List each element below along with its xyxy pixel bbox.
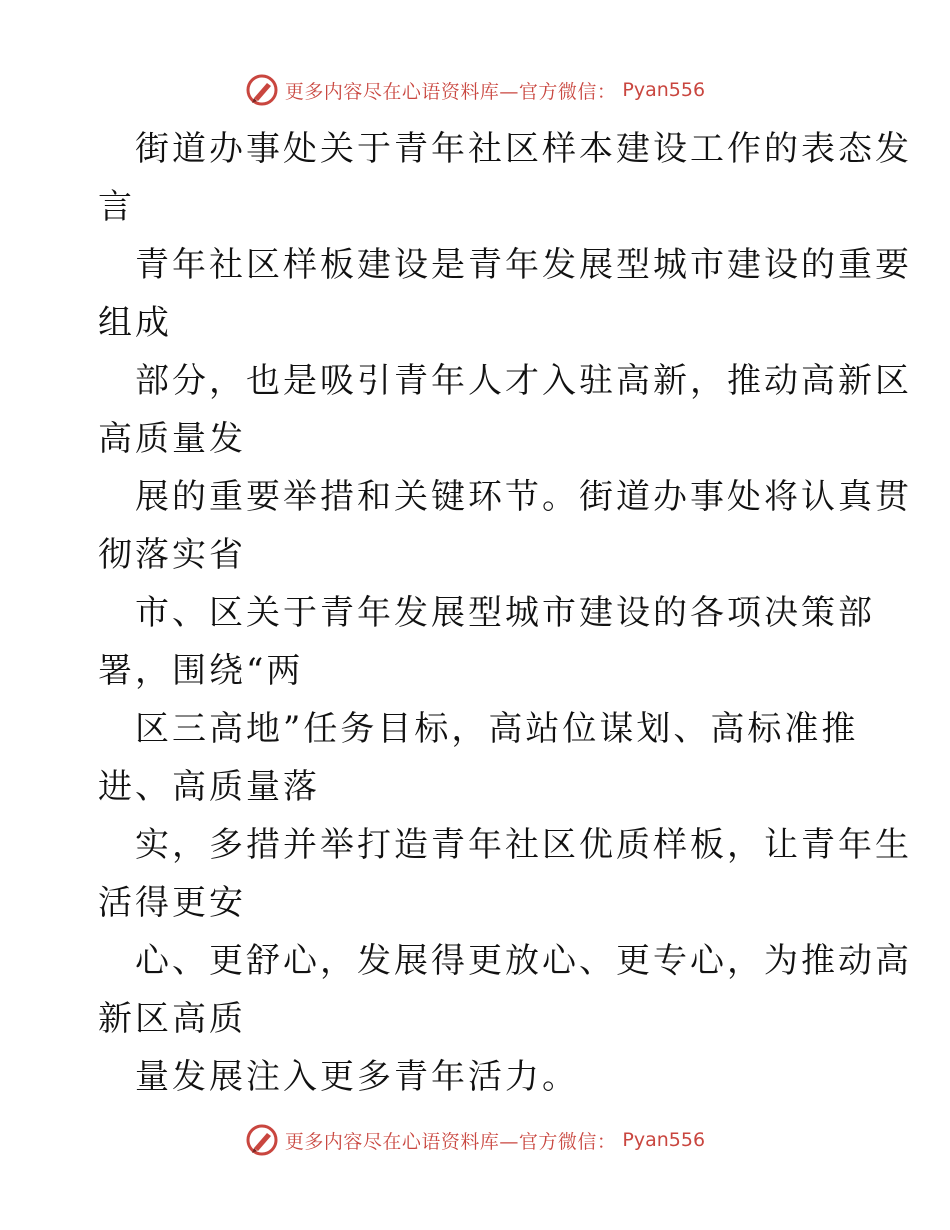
document-body xyxy=(98,120,912,1106)
paragraph-line: 部分，也是吸引青年人才入驻高新，推动高新区 xyxy=(135,361,912,401)
paragraph-1 xyxy=(98,120,912,236)
pen-logo-icon xyxy=(245,1123,279,1157)
header-watermark xyxy=(0,70,950,110)
paragraph-line: 实，多措并举打造青年社区优质样板，让青年生 xyxy=(135,825,912,865)
paragraph-line-wrap: 言 xyxy=(98,187,135,227)
paragraph-line-wrap: 新区高质 xyxy=(98,999,246,1039)
paragraph-line-wrap: 彻落实省 xyxy=(98,535,246,575)
pen-logo-icon xyxy=(245,73,279,107)
paragraph-line: 心、更舒心，发展得更放心、更专心，为推动高 xyxy=(135,941,912,981)
paragraph-line-wrap: 署，围绕“两 xyxy=(98,651,304,691)
paragraph-2 xyxy=(98,236,912,352)
paragraph-3 xyxy=(98,352,912,468)
paragraph-4 xyxy=(98,468,912,584)
paragraph-8 xyxy=(98,932,912,1048)
paragraph-line: 市、区关于青年发展型城市建设的各项决策部 xyxy=(135,593,875,633)
paragraph-line: 青年社区样板建设是青年发展型城市建设的重要 xyxy=(135,245,912,285)
paragraph-9 xyxy=(98,1048,858,1106)
paragraph-line-wrap: 活得更安 xyxy=(98,883,246,923)
paragraph-line: 量发展注入更多青年活力。 xyxy=(135,1057,579,1097)
paragraph-line-wrap: 高质量发 xyxy=(98,419,246,459)
paragraph-7 xyxy=(98,816,912,932)
paragraph-line-wrap: 组成 xyxy=(98,303,172,343)
footer-watermark xyxy=(0,1120,950,1160)
paragraph-line: 区三高地”任务目标，高站位谋划、高标准推 xyxy=(135,709,859,749)
paragraph-line: 街道办事处关于青年社区样本建设工作的表态发 xyxy=(135,129,912,169)
paragraph-line-wrap: 进、高质量落 xyxy=(98,767,320,807)
watermark-text: 更多内容尽在心语资料库—官方微信： xyxy=(284,80,617,103)
watermark-text: 更多内容尽在心语资料库—官方微信： xyxy=(284,1130,617,1153)
paragraph-line: 展的重要举措和关键环节。街道办事处将认真贯 xyxy=(135,477,912,517)
watermark-contact: Pyan556 xyxy=(622,79,706,101)
paragraph-6 xyxy=(98,700,858,816)
watermark-contact: Pyan556 xyxy=(622,1129,706,1151)
paragraph-5 xyxy=(98,584,875,700)
